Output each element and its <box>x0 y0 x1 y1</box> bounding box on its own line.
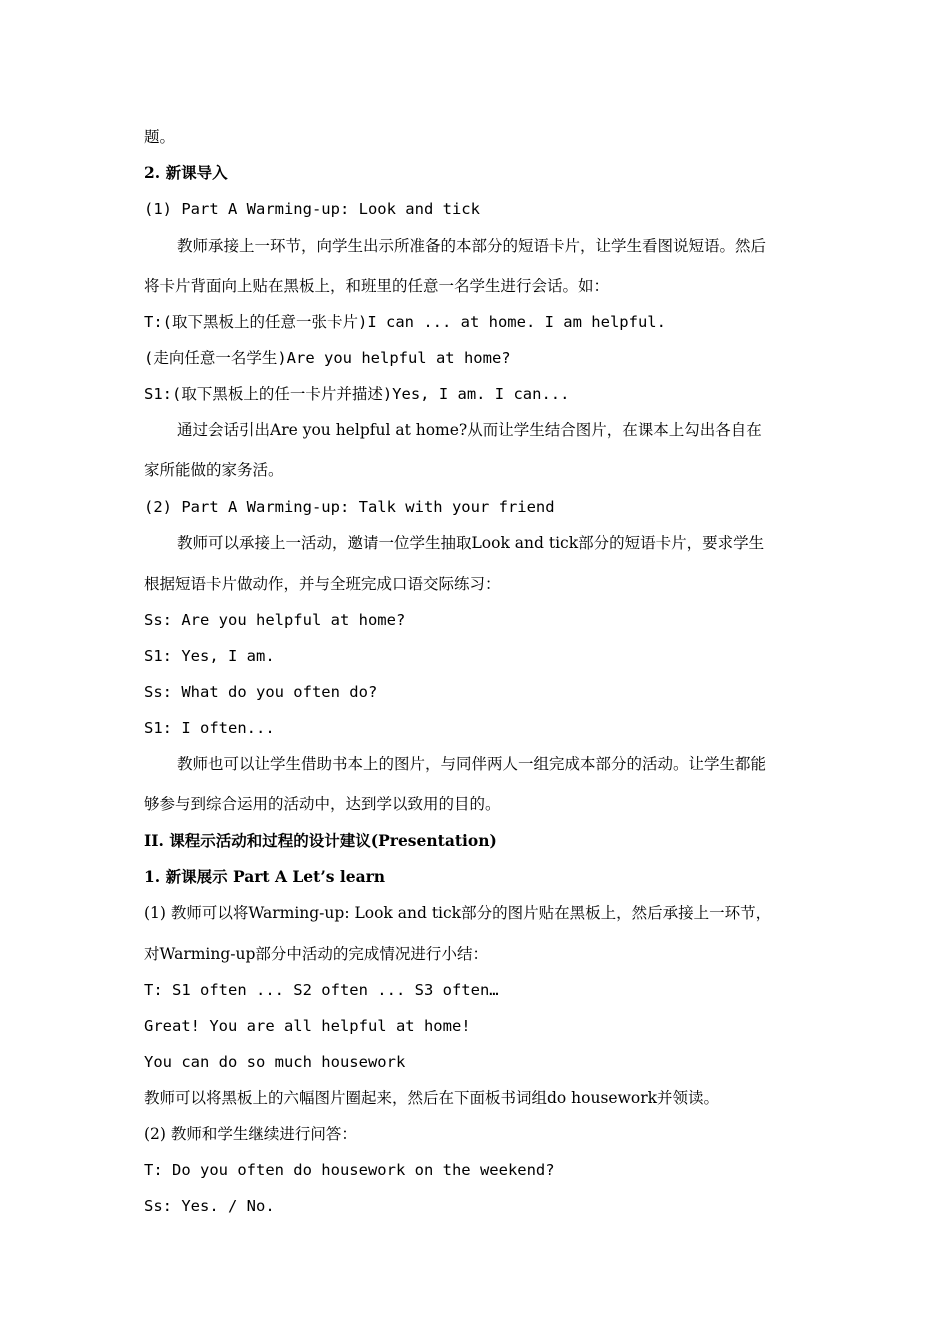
dialogue-line: (走向任意一名学生)Are you helpful at home? <box>144 349 511 367</box>
dialogue-line: T: Do you often do housework on the weekend? <box>144 1161 555 1179</box>
section-heading: 1. 新课展示 Part A Let’s learn <box>144 867 386 886</box>
dialogue-line: You can do so much housework <box>144 1053 406 1071</box>
paragraph-line: 教师可以承接上一活动，邀请一位学生抽取Look and tick部分的短语卡片，要求学生 <box>177 534 765 552</box>
paragraph-line: 根据短语卡片做动作，并与全班完成口语交际练习： <box>144 575 501 593</box>
paragraph-line: 教师可以将黑板上的六幅图片圈起来，然后在下面板书词组do housework并领读。 <box>144 1089 720 1107</box>
paragraph-line: 教师也可以让学生借助书本上的图片，与同伴两人一组完成本部分的活动。让学生都能 <box>177 755 767 773</box>
paragraph-line: 通过会话引出Are you helpful at home?从而让学生结合图片，在课本上勾出各自在 <box>177 421 762 439</box>
dialogue-line: Ss: Are you helpful at home? <box>144 611 406 629</box>
paragraph-line: (2) 教师和学生继续进行问答： <box>144 1125 357 1143</box>
section-heading: 2. 新课导入 <box>144 163 228 182</box>
dialogue-line: S1: I often... <box>144 719 275 737</box>
dialogue-line: T: S1 often ... S2 often ... S3 often… <box>144 981 499 999</box>
paragraph-line: 题。 <box>144 128 176 146</box>
dialogue-line: S1: Yes, I am. <box>144 647 275 665</box>
paragraph-line: (1) 教师可以将Warming-up: Look and tick部分的图片贴在黑板上，然后承接上一环节， <box>144 904 772 922</box>
dialogue-line: Ss: Yes. / No. <box>144 1197 275 1215</box>
subsection-heading: (2) Part A Warming-up: Talk with your friend <box>144 498 555 516</box>
paragraph-line: 够参与到综合运用的活动中，达到学以致用的目的。 <box>144 795 501 813</box>
paragraph-line: 对Warming-up部分中活动的完成情况进行小结： <box>144 945 488 963</box>
dialogue-line: T:(取下黑板上的任意一张卡片)I can ... at home. I am helpful. <box>144 313 666 331</box>
section-heading: II. 课程示活动和过程的设计建议(Presentation) <box>144 831 497 850</box>
paragraph-line: 将卡片背面向上贴在黑板上，和班里的任意一名学生进行会话。如： <box>144 277 610 295</box>
dialogue-line: S1:(取下黑板上的任一卡片并描述)Yes, I am. I can... <box>144 385 570 403</box>
dialogue-line: Great! You are all helpful at home! <box>144 1017 471 1035</box>
subsection-heading: (1) Part A Warming-up: Look and tick <box>144 200 480 218</box>
paragraph-line: 教师承接上一环节，向学生出示所准备的本部分的短语卡片，让学生看图说短语。然后 <box>177 237 767 255</box>
dialogue-line: Ss: What do you often do? <box>144 683 378 701</box>
paragraph-line: 家所能做的家务活。 <box>144 461 284 479</box>
